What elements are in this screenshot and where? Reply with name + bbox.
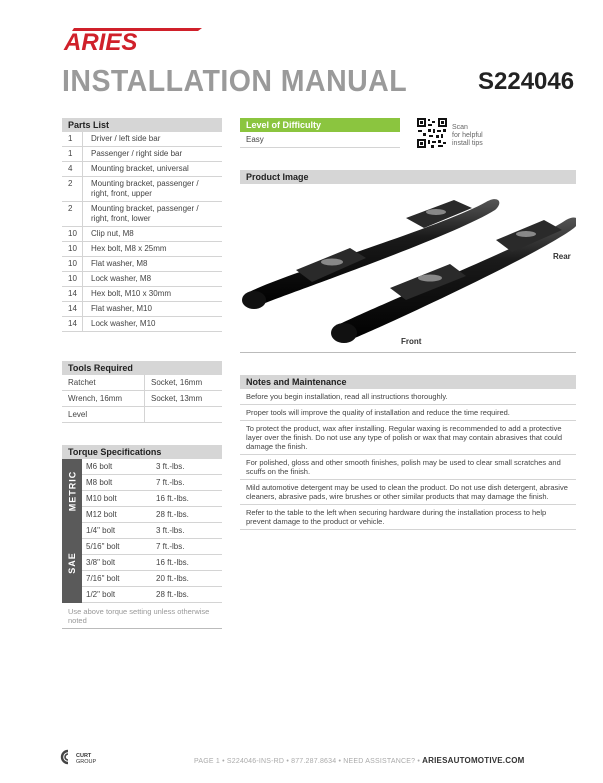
- part-description: Mounting bracket, universal: [82, 162, 222, 176]
- brand-text: ARIES: [64, 29, 138, 52]
- part-description: Driver / left side bar: [82, 132, 222, 146]
- parts-list: [62, 118, 222, 332]
- torque-row: [82, 475, 222, 491]
- notes-maintenance: [240, 375, 576, 530]
- product-image-section: [240, 170, 576, 184]
- part-qty: 14: [68, 289, 77, 298]
- metric-rows: [82, 459, 222, 523]
- tool-cell: Socket, 13mm: [144, 391, 222, 406]
- tool-cell: [144, 407, 222, 422]
- note-item: Before you begin installation, read all instructions thoroughly.: [240, 389, 576, 405]
- torque-value: 7 ft.-lbs.: [156, 478, 185, 487]
- tool-cell: Socket, 16mm: [144, 375, 222, 390]
- part-description: Passenger / right side bar: [82, 147, 222, 161]
- product-image-heading: Product Image: [240, 170, 576, 184]
- part-description: Lock washer, M10: [82, 317, 222, 331]
- note-item: Mild automotive detergent may be used to clean the product. Do not use dish detergent, abrasive cleaners, abrasive pads, wire brushes or other similar products that may damage the finish.: [240, 480, 576, 505]
- parts-row: [62, 202, 222, 227]
- group-line2: GROUP: [76, 759, 97, 765]
- torque-value: 3 ft.-lbs.: [156, 462, 185, 471]
- product-image: [240, 186, 576, 353]
- difficulty-value: Easy: [240, 132, 400, 148]
- torque-row: [82, 587, 222, 603]
- part-description: Hex bolt, M8 x 25mm: [82, 242, 222, 256]
- torque-value: 16 ft.-lbs.: [156, 494, 189, 503]
- bolt-size: M12 bolt: [86, 510, 117, 519]
- parts-row: [62, 162, 222, 177]
- torque-value: 28 ft.-lbs.: [156, 590, 189, 599]
- part-qty: 1: [68, 149, 73, 158]
- note-item: Proper tools will improve the quality of installation and reduce the time required.: [240, 405, 576, 421]
- part-qty: 1: [68, 134, 73, 143]
- bolt-size: M8 bolt: [86, 478, 113, 487]
- manual-title: INSTALLATION MANUAL: [62, 63, 408, 98]
- parts-rows: [62, 132, 222, 332]
- torque-row: [82, 555, 222, 571]
- tools-heading: Tools Required: [62, 361, 222, 375]
- part-number: S224046: [478, 68, 575, 95]
- torque-value: 20 ft.-lbs.: [156, 574, 189, 583]
- torque-row: [82, 539, 222, 555]
- scan-text: Scan for helpful install tips: [452, 124, 483, 147]
- torque-heading: Torque Specifications: [62, 445, 222, 459]
- parts-row: [62, 147, 222, 162]
- torque-row: [82, 459, 222, 475]
- part-qty: 14: [68, 319, 77, 328]
- note-item: To protect the product, wax after installing. Regular waxing is recommended to add a protective layer over the finish. Do not use any type of polish or wax that may contain abrasives that could damage the finish.: [240, 421, 576, 455]
- part-description: Clip nut, M8: [82, 227, 222, 241]
- label-front: Front: [401, 337, 422, 346]
- torque-note: Use above torque setting unless otherwise noted: [62, 603, 222, 629]
- torque-value: 7 ft.-lbs.: [156, 542, 185, 551]
- part-description: Flat washer, M10: [82, 302, 222, 316]
- bolt-size: 5/16" bolt: [86, 542, 120, 551]
- parts-row: [62, 132, 222, 147]
- part-description: Lock washer, M8: [82, 272, 222, 286]
- sae-group: [62, 523, 222, 603]
- bolt-size: M6 bolt: [86, 462, 113, 471]
- parts-row: [62, 242, 222, 257]
- part-description: Mounting bracket, passenger / right, front, lower: [82, 202, 222, 226]
- part-qty: 10: [68, 259, 77, 268]
- metric-label: METRIC: [62, 459, 82, 523]
- torque-row: [82, 571, 222, 587]
- footer: [194, 756, 525, 765]
- bolt-size: 1/2" bolt: [86, 590, 116, 599]
- group-line1: CURT: [76, 753, 92, 759]
- aries-logo: [60, 26, 208, 52]
- curt-group-logo: [60, 749, 110, 765]
- difficulty-heading: Level of Difficulty: [240, 118, 400, 132]
- torque-row: [82, 491, 222, 507]
- sae-label: SAE: [62, 523, 82, 603]
- part-description: Mounting bracket, passenger / right, front, upper: [82, 177, 222, 201]
- tool-cell: Wrench, 16mm: [68, 394, 123, 403]
- torque-specifications: [62, 445, 222, 629]
- torque-row: [82, 507, 222, 523]
- bolt-size: M10 bolt: [86, 494, 117, 503]
- tools-rows: [62, 375, 222, 423]
- metric-group: [62, 459, 222, 523]
- qr-code-icon[interactable]: [416, 117, 448, 149]
- tools-required: [62, 361, 222, 423]
- part-qty: 2: [68, 204, 73, 213]
- tool-cell: Level: [68, 410, 88, 419]
- difficulty: [240, 118, 400, 148]
- parts-row: [62, 302, 222, 317]
- part-qty: 14: [68, 304, 77, 313]
- part-description: Hex bolt, M10 x 30mm: [82, 287, 222, 301]
- notes-rows: [240, 389, 576, 530]
- note-item: Refer to the table to the left when securing hardware during the installation process to help prevent damage to the product or vehicle.: [240, 505, 576, 530]
- footer-website-link[interactable]: ARIESAUTOMOTIVE.COM: [422, 756, 525, 765]
- parts-list-heading: Parts List: [62, 118, 222, 132]
- parts-row: [62, 227, 222, 242]
- torque-row: [82, 523, 222, 539]
- part-qty: 10: [68, 244, 77, 253]
- parts-row: [62, 287, 222, 302]
- part-qty: 10: [68, 229, 77, 238]
- parts-row: [62, 257, 222, 272]
- sae-rows: [82, 523, 222, 603]
- footer-text: PAGE 1 • S224046-INS-RD • 877.287.8634 • NEED ASSISTANCE? •: [194, 758, 421, 765]
- torque-value: 16 ft.-lbs.: [156, 558, 189, 567]
- torque-value: 28 ft.-lbs.: [156, 510, 189, 519]
- bolt-size: 3/8" bolt: [86, 558, 116, 567]
- bolt-size: 7/16" bolt: [86, 574, 120, 583]
- parts-row: [62, 317, 222, 332]
- tools-row: [62, 407, 222, 423]
- tools-row: [62, 375, 222, 391]
- part-qty: 10: [68, 274, 77, 283]
- note-item: For polished, gloss and other smooth finishes, polish may be used to clear small scratches and scuffs on the finish.: [240, 455, 576, 480]
- tools-row: [62, 391, 222, 407]
- rear-bar: [242, 199, 499, 309]
- tool-cell: Ratchet: [68, 378, 96, 387]
- front-bar: [331, 217, 576, 343]
- part-qty: 4: [68, 164, 73, 173]
- parts-row: [62, 272, 222, 287]
- notes-heading: Notes and Maintenance: [240, 375, 576, 389]
- part-description: Flat washer, M8: [82, 257, 222, 271]
- bolt-size: 1/4" bolt: [86, 526, 116, 535]
- label-rear: Rear: [553, 252, 571, 261]
- torque-value: 3 ft.-lbs.: [156, 526, 185, 535]
- parts-row: [62, 177, 222, 202]
- part-qty: 2: [68, 179, 73, 188]
